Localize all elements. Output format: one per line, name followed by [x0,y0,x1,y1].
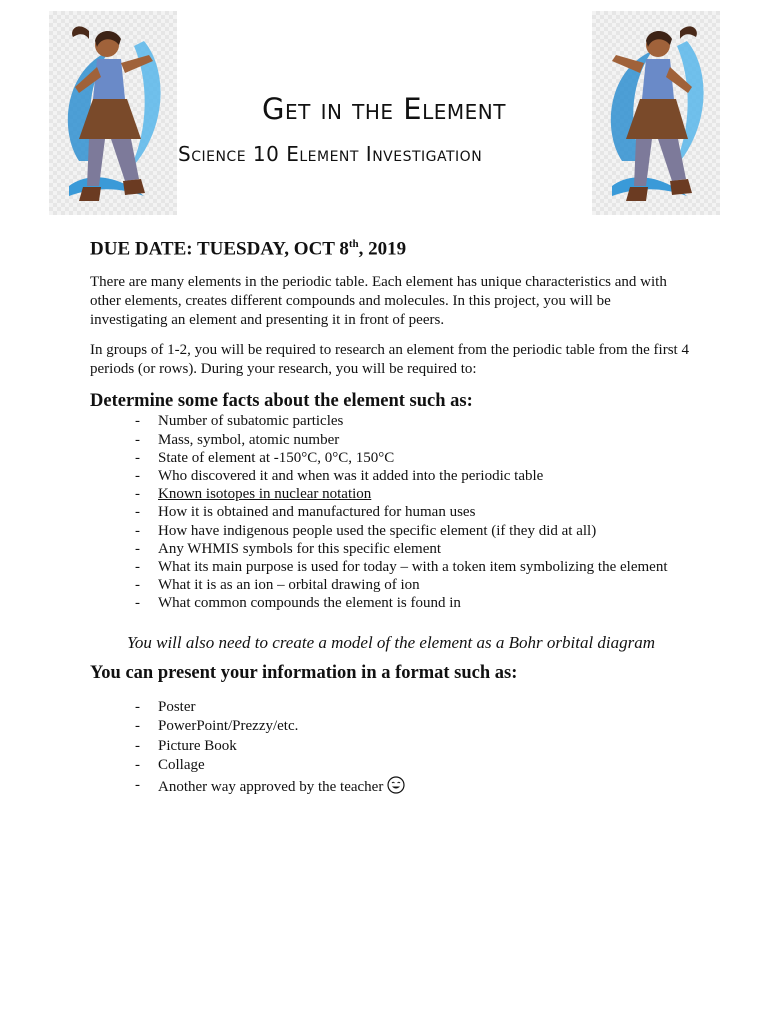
present-heading: You can present your information in a format such as: [90,662,518,683]
smiley-icon [387,776,405,801]
intro-paragraph-2: In groups of 1-2, you will be required to research an element from the periodic table from the first 4 periods (or rows). During your research, you will be required to: [90,342,689,378]
list-item: - Number of subatomic particles [90,412,690,430]
list-item [90,776,690,801]
page-subtitle: Science 10 Element Investigation [178,142,483,166]
list-item: - What it is as an ion – orbital drawing of ion [90,576,690,594]
due-date [90,238,690,260]
list-item: - How it is obtained and manufactured for human uses [90,503,690,521]
list-item: - State of element at -150°C, 0°C, 150°C [90,449,690,467]
list-item: - Collage [90,756,690,776]
intro-paragraph-1: There are many elements in the periodic table. Each element has unique characteristics and with other elements, creates different compounds and molecules. In this project, you will be investigating an element and presenting it in front of peers. [90,274,667,329]
list-item: - How have indigenous people used the specific element (if they did at all) [90,522,690,540]
due-date-sup: th [348,238,359,250]
present-list [90,698,690,801]
due-date-text: DUE DATE: TUESDAY, OCT 8 [90,238,349,260]
list-item: - What common compounds the element is found in [90,594,690,612]
list-item: - Any WHMIS symbols for this specific element [90,540,690,558]
list-item: - Mass, symbol, atomic number [90,431,690,449]
model-note: You will also need to create a model of the element as a Bohr orbital diagram [126,632,656,652]
list-item [90,485,690,503]
list-item: - PowerPoint/Prezzy/etc. [90,717,690,737]
list-item: - Poster [90,698,690,718]
page-title: Get in the Element [262,92,506,126]
list-item: - Who discovered it and when was it added into the periodic table [90,467,690,485]
facts-heading: Determine some facts about the element such as: [90,391,473,412]
document-body [90,238,690,801]
list-item: - Picture Book [90,737,690,757]
teacher-approval-text: Another way approved by the teacher [158,778,384,795]
isotopes-item-text: Known isotopes in nuclear notation [158,486,372,503]
list-item: - What its main purpose is used for today – with a token item symbolizing the element [90,558,690,576]
due-date-year: , 2019 [358,238,407,260]
facts-list [90,412,690,612]
